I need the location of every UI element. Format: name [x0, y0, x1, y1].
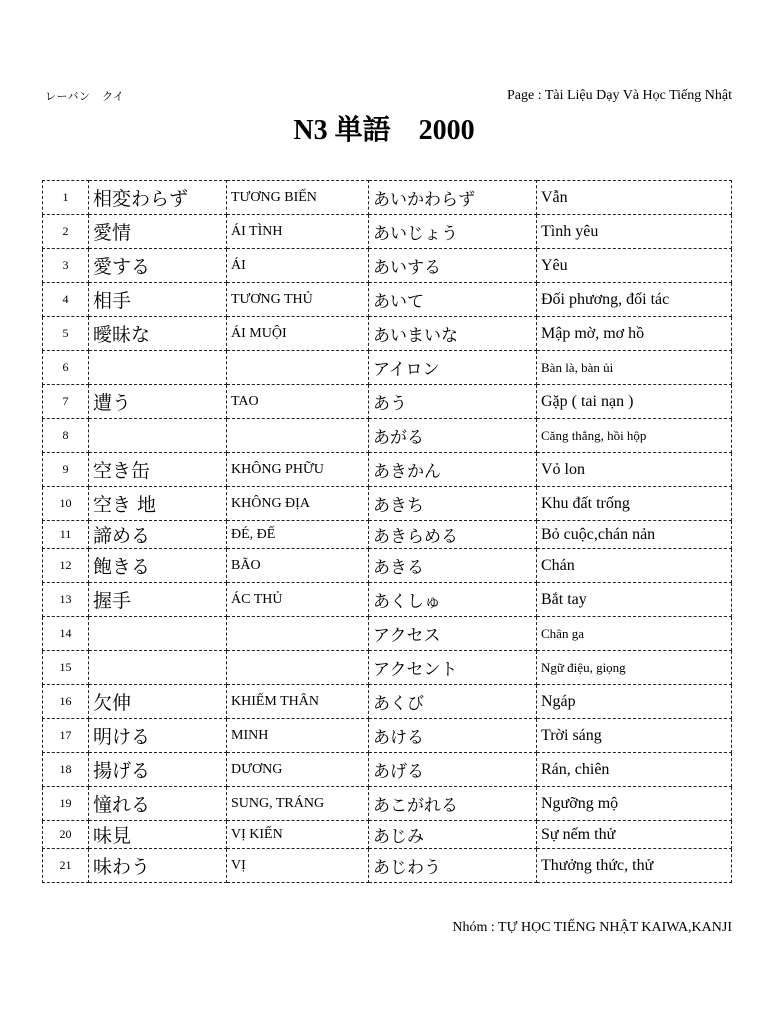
- meaning-cell: Khu đất trống: [537, 487, 732, 521]
- table-row: [43, 549, 732, 583]
- hanviet-cell: VỊ KIẾN: [227, 821, 369, 849]
- kanji-cell: 遭う: [89, 385, 227, 419]
- kana-cell: あげる: [369, 753, 537, 787]
- kana-cell: アクセント: [369, 651, 537, 685]
- kana-cell: あこがれる: [369, 787, 537, 821]
- meaning-cell: Yêu: [537, 249, 732, 283]
- table-row: [43, 521, 732, 549]
- row-number: 20: [43, 821, 89, 849]
- row-number: 9: [43, 453, 89, 487]
- kanji-cell: 飽きる: [89, 549, 227, 583]
- meaning-cell: Ngữ điệu, giọng: [537, 651, 732, 685]
- kanji-cell: 空き缶: [89, 453, 227, 487]
- row-number: 15: [43, 651, 89, 685]
- meaning-cell: Ngưỡng mộ: [537, 787, 732, 821]
- kana-cell: あいかわらず: [369, 181, 537, 215]
- row-number: 3: [43, 249, 89, 283]
- hanviet-cell: SUNG, TRÁNG: [227, 787, 369, 821]
- kanji-cell: 味見: [89, 821, 227, 849]
- table-row: [43, 849, 732, 883]
- page-title: N3 単語 2000: [293, 115, 475, 146]
- hanviet-cell: KHIẾM THÂN: [227, 685, 369, 719]
- kanji-cell: 明ける: [89, 719, 227, 753]
- meaning-cell: Ngáp: [537, 685, 732, 719]
- meaning-cell: Đối phương, đối tác: [537, 283, 732, 317]
- meaning-cell: Vẫn: [537, 181, 732, 215]
- table-row: [43, 215, 732, 249]
- hanviet-cell: [227, 651, 369, 685]
- kanji-cell: 諦める: [89, 521, 227, 549]
- table-row: [43, 685, 732, 719]
- hanviet-cell: ĐÉ, ĐẾ: [227, 521, 369, 549]
- vocabulary-table-body: [43, 181, 732, 883]
- row-number: 1: [43, 181, 89, 215]
- meaning-cell: Mập mờ, mơ hồ: [537, 317, 732, 351]
- row-number: 10: [43, 487, 89, 521]
- hanviet-cell: DƯƠNG: [227, 753, 369, 787]
- row-number: 8: [43, 419, 89, 453]
- kanji-cell: 曖昧な: [89, 317, 227, 351]
- kana-cell: あける: [369, 719, 537, 753]
- kana-cell: あくび: [369, 685, 537, 719]
- hanviet-cell: BÃO: [227, 549, 369, 583]
- kana-cell: あきち: [369, 487, 537, 521]
- kana-cell: あくしゅ: [369, 583, 537, 617]
- table-row: [43, 351, 732, 385]
- hanviet-cell: ÁI MUỘI: [227, 317, 369, 351]
- hanviet-cell: TƯƠNG THỦ: [227, 283, 369, 317]
- hanviet-cell: KHÔNG PHỮU: [227, 453, 369, 487]
- hanviet-cell: TAO: [227, 385, 369, 419]
- meaning-cell: Gặp ( tai nạn ): [537, 385, 732, 419]
- kanji-cell: 憧れる: [89, 787, 227, 821]
- table-row: [43, 385, 732, 419]
- row-number: 19: [43, 787, 89, 821]
- kana-cell: あきらめる: [369, 521, 537, 549]
- kanji-cell: 欠伸: [89, 685, 227, 719]
- kanji-cell: [89, 617, 227, 651]
- table-row: [43, 821, 732, 849]
- hanviet-cell: [227, 351, 369, 385]
- table-row: [43, 453, 732, 487]
- hanviet-cell: [227, 617, 369, 651]
- hanviet-cell: ÁI: [227, 249, 369, 283]
- table-row: [43, 487, 732, 521]
- kanji-cell: 味わう: [89, 849, 227, 883]
- row-number: 5: [43, 317, 89, 351]
- row-number: 13: [43, 583, 89, 617]
- kana-cell: あいまいな: [369, 317, 537, 351]
- hanviet-cell: [227, 419, 369, 453]
- kana-cell: あいする: [369, 249, 537, 283]
- author-name: レーバン クイ: [45, 90, 125, 103]
- kana-cell: あいじょう: [369, 215, 537, 249]
- vocabulary-table: [42, 180, 732, 883]
- kana-cell: あう: [369, 385, 537, 419]
- row-number: 18: [43, 753, 89, 787]
- meaning-cell: Bàn là, bàn ủi: [537, 351, 732, 385]
- table-row: [43, 651, 732, 685]
- meaning-cell: Vỏ lon: [537, 453, 732, 487]
- hanviet-cell: MINH: [227, 719, 369, 753]
- row-number: 12: [43, 549, 89, 583]
- row-number: 6: [43, 351, 89, 385]
- meaning-cell: Thưởng thức, thử: [537, 849, 732, 883]
- meaning-cell: Chán: [537, 549, 732, 583]
- meaning-cell: Căng thẳng, hồi hộp: [537, 419, 732, 453]
- kanji-cell: 空き 地: [89, 487, 227, 521]
- hanviet-cell: ÁI TÌNH: [227, 215, 369, 249]
- row-number: 14: [43, 617, 89, 651]
- hanviet-cell: VỊ: [227, 849, 369, 883]
- table-row: [43, 317, 732, 351]
- row-number: 4: [43, 283, 89, 317]
- page-label: Page : Tài Liệu Dạy Và Học Tiếng Nhật: [506, 88, 732, 103]
- meaning-cell: Bỏ cuộc,chán nản: [537, 521, 732, 549]
- hanviet-cell: KHÔNG ĐỊA: [227, 487, 369, 521]
- kana-cell: あがる: [369, 419, 537, 453]
- table-row: [43, 181, 732, 215]
- row-number: 11: [43, 521, 89, 549]
- kanji-cell: 揚げる: [89, 753, 227, 787]
- footer-group-name: Nhóm : TỰ HỌC TIẾNG NHẬT KAIWA,KANJI: [452, 920, 732, 935]
- hanviet-cell: TƯƠNG BIẾN: [227, 181, 369, 215]
- hanviet-cell: ÁC THỦ: [227, 583, 369, 617]
- row-number: 7: [43, 385, 89, 419]
- kana-cell: アクセス: [369, 617, 537, 651]
- kanji-cell: 相手: [89, 283, 227, 317]
- row-number: 17: [43, 719, 89, 753]
- row-number: 21: [43, 849, 89, 883]
- meaning-cell: Bắt tay: [537, 583, 732, 617]
- table-row: [43, 583, 732, 617]
- kanji-cell: 愛する: [89, 249, 227, 283]
- kana-cell: あいて: [369, 283, 537, 317]
- table-row: [43, 419, 732, 453]
- meaning-cell: Tình yêu: [537, 215, 732, 249]
- table-row: [43, 787, 732, 821]
- kana-cell: あきかん: [369, 453, 537, 487]
- table-row: [43, 617, 732, 651]
- row-number: 2: [43, 215, 89, 249]
- kanji-cell: [89, 419, 227, 453]
- meaning-cell: Chân ga: [537, 617, 732, 651]
- kanji-cell: 握手: [89, 583, 227, 617]
- table-row: [43, 753, 732, 787]
- row-number: 16: [43, 685, 89, 719]
- table-row: [43, 283, 732, 317]
- kana-cell: あきる: [369, 549, 537, 583]
- kanji-cell: 相変わらず: [89, 181, 227, 215]
- meaning-cell: Trời sáng: [537, 719, 732, 753]
- kanji-cell: [89, 651, 227, 685]
- kanji-cell: 愛情: [89, 215, 227, 249]
- kana-cell: あじわう: [369, 849, 537, 883]
- meaning-cell: Sự nếm thử: [537, 821, 732, 849]
- kanji-cell: [89, 351, 227, 385]
- kana-cell: あじみ: [369, 821, 537, 849]
- kana-cell: アイロン: [369, 351, 537, 385]
- table-row: [43, 719, 732, 753]
- meaning-cell: Rán, chiên: [537, 753, 732, 787]
- table-row: [43, 249, 732, 283]
